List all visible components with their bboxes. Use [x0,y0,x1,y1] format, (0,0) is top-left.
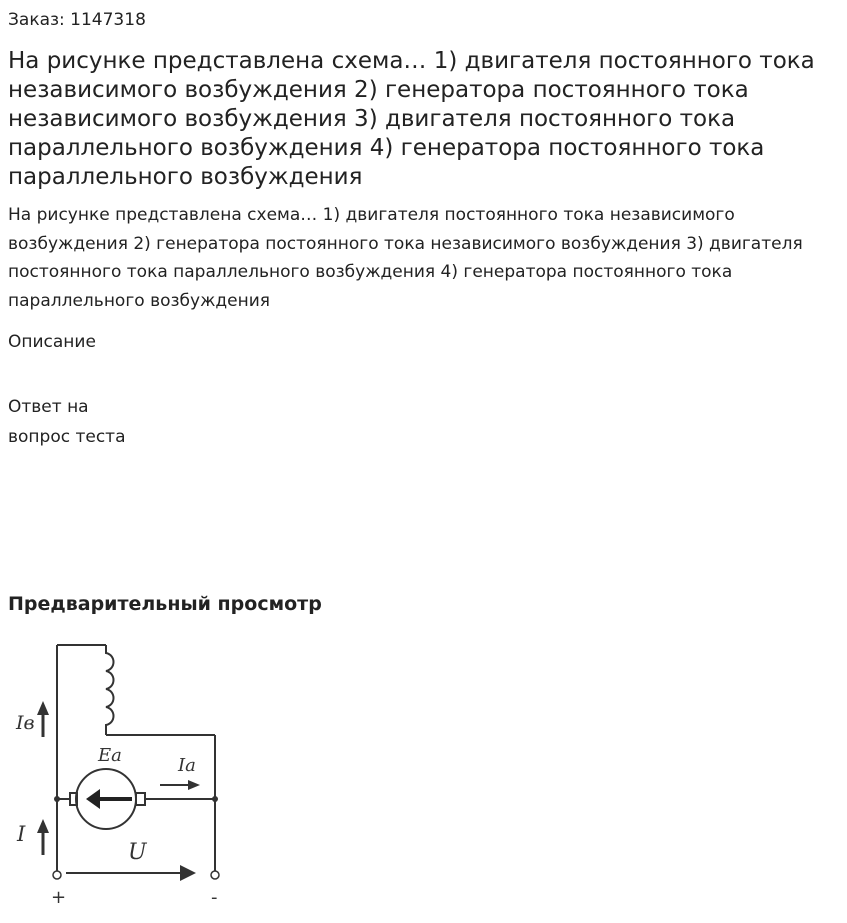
answer-line-1: Ответ на [8,397,89,417]
question-text: На рисунке представлена схема… 1) двигателя постоянного тока независимого возбуждения 2) генератора постоянного тока независимого возбуждения 3) двигателя постоянного тока параллельного возбуждения 4) генератора постоянного тока параллельного возбуждения [8,205,803,311]
voltage-arrow-icon [180,865,196,881]
label-voltage: U [128,840,147,865]
terminal-minus [211,871,219,879]
question-title: На рисунке представлена схема… 1) двигателя постоянного тока независимого возбуждения 2) генератора постоянного тока независимого возбуждения 3) двигателя постоянного тока параллельного возбуждения 4) генератора постоянного тока параллельного возбуждения [8,48,815,190]
order-number: Заказ: 1147318 [8,10,146,30]
answer-line-2: вопрос теста [8,427,126,447]
description-label: Описание [8,332,96,352]
label-armature-current: Iа [178,755,196,776]
label-emf: Eа [98,745,122,766]
emf-arrow-icon [86,789,132,809]
preview-title: Предварительный просмотр [8,593,322,615]
label-plus: + [51,887,67,908]
field-coil [106,645,114,735]
preview-image [8,635,238,915]
label-minus: - [211,887,218,908]
right-brush [136,793,145,805]
junction-left [54,796,60,802]
label-field-current: Iв [16,712,35,734]
junction-right [212,796,218,802]
circuit-diagram [8,635,238,915]
current-arrow-icon [37,819,49,855]
label-current: I [17,822,26,846]
armature-current-arrow-icon [160,780,200,790]
field-current-arrow-icon [37,701,49,737]
terminal-plus [53,871,61,879]
answer-block [8,392,208,452]
